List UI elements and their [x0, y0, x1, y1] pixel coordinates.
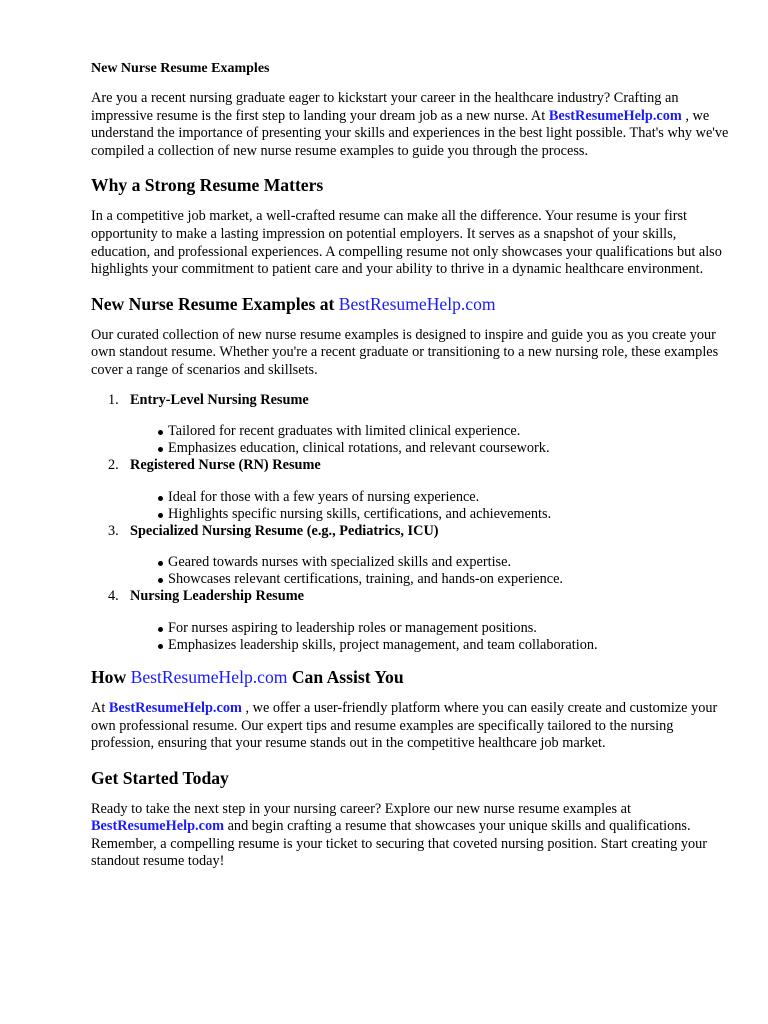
assist-heading-prefix: How: [91, 666, 131, 687]
bullet-item: [158, 620, 731, 637]
bullet-icon: [158, 513, 163, 518]
list-item-number: 4.: [108, 588, 119, 605]
assist-paragraph: [91, 700, 731, 753]
bullet-icon: [158, 496, 163, 501]
list-item-label: Nursing Leadership Resume: [130, 588, 304, 605]
start-text-after: and begin crafting a resume that showcases your unique skills and qualifications. Remember, a compelling resume is your ticket to securing that coveted nursing position. Start creating your standout resume today!: [91, 818, 708, 870]
intro-paragraph: [91, 90, 731, 160]
bullet-item: [158, 554, 731, 571]
bullet-text: Geared towards nurses with specialized skills and expertise.: [168, 554, 512, 571]
start-text-before: Ready to take the next step in your nursing career? Explore our new nurse resume examples at: [91, 800, 631, 817]
bullet-text: Emphasizes leadership skills, project management, and team collaboration.: [168, 636, 598, 653]
assist-text-rest: , we offer a user-friendly platform where you can easily create and customize your own professional resume. Our expert tips and resume examples are specifically tailored to the nursing profession, ensuring that your resume stands out in the competitive healthcare job market.: [91, 699, 718, 752]
bullet-list: [130, 620, 731, 654]
start-paragraph: [91, 801, 731, 871]
bullet-list: [130, 423, 731, 457]
intro-text-before: Are you a recent nursing graduate eager to kickstart your career in the healthcare industry? Crafting an impressive resume is the first step to landing your dream job as a new nurse. At: [91, 90, 679, 124]
assist-heading-link[interactable]: BestResumeHelp.com: [130, 666, 288, 687]
bullet-list: [130, 554, 731, 588]
list-item-label: Specialized Nursing Resume (e.g., Pediatrics, ICU): [130, 522, 439, 539]
document-page: [91, 60, 731, 871]
bullet-item: [158, 423, 731, 440]
list-item: [91, 588, 731, 654]
list-item-number: 2.: [108, 457, 119, 474]
bullet-item: [158, 506, 731, 523]
bullet-item: [158, 440, 731, 457]
bullet-text: Tailored for recent graduates with limited clinical experience.: [168, 423, 521, 440]
why-paragraph: In a competitive job market, a well-crafted resume can make all the difference. Your resume is your first opportunity to make a lasting impression on potential employers. It serves as a snapshot of your skills, education, and professional experiences. A compelling resume not only showcases your qualifications but also highlights your commitment to patient care and your ability to thrive in a dynamic healthcare environment.: [91, 208, 722, 278]
assist-heading-suffix: Can Assist You: [287, 666, 404, 687]
intro-text-after: , we understand the importance of presenting your skills and experiences in the best light possible. That's why we've compiled a collection of new nurse resume examples to guide you through the process.: [91, 107, 729, 159]
bullet-icon: [158, 561, 163, 566]
document-title: New Nurse Resume Examples: [91, 61, 270, 76]
start-link[interactable]: BestResumeHelp.com: [91, 818, 225, 835]
bullet-text: Highlights specific nursing skills, certifications, and achievements.: [168, 505, 552, 522]
examples-heading-link[interactable]: BestResumeHelp.com: [338, 293, 496, 314]
examples-heading: [91, 293, 731, 315]
bullet-icon: [158, 578, 163, 583]
list-item: [91, 523, 731, 589]
bullet-text: For nurses aspiring to leadership roles or management positions.: [168, 619, 537, 636]
bullet-icon: [158, 644, 163, 649]
list-item-number: 1.: [108, 391, 119, 408]
bullet-icon: [158, 627, 163, 632]
list-item-label: Registered Nurse (RN) Resume: [130, 457, 321, 474]
bullet-icon: [158, 430, 163, 435]
bullet-list: [130, 489, 731, 523]
list-item-label: Entry-Level Nursing Resume: [130, 391, 309, 408]
assist-text-prefix: At: [91, 699, 109, 716]
list-item: [91, 457, 731, 523]
bullet-item: [158, 489, 731, 506]
bullet-text: Emphasizes education, clinical rotations, and relevant coursework.: [168, 440, 550, 457]
assist-link[interactable]: BestResumeHelp.com: [108, 699, 242, 716]
assist-heading: [91, 666, 731, 688]
list-item: [91, 392, 731, 458]
bullet-text: Ideal for those with a few years of nursing experience.: [168, 488, 480, 505]
bullet-item: [158, 571, 731, 588]
list-item-number: 3.: [108, 522, 119, 539]
examples-heading-text: New Nurse Resume Examples at: [91, 293, 339, 314]
intro-link[interactable]: BestResumeHelp.com: [548, 107, 682, 124]
bullet-item: [158, 637, 731, 654]
examples-paragraph: Our curated collection of new nurse resume examples is designed to inspire and guide you as you create your own standout resume. Whether you're a recent graduate or transitioning to a new nursing role, these examples cover a range of scenarios and skillsets.: [91, 326, 719, 378]
resume-types-list: [91, 392, 731, 654]
why-heading: Why a Strong Resume Matters: [91, 175, 324, 196]
bullet-icon: [158, 447, 163, 452]
start-heading: Get Started Today: [91, 767, 229, 788]
bullet-text: Showcases relevant certifications, training, and hands-on experience.: [168, 571, 564, 588]
